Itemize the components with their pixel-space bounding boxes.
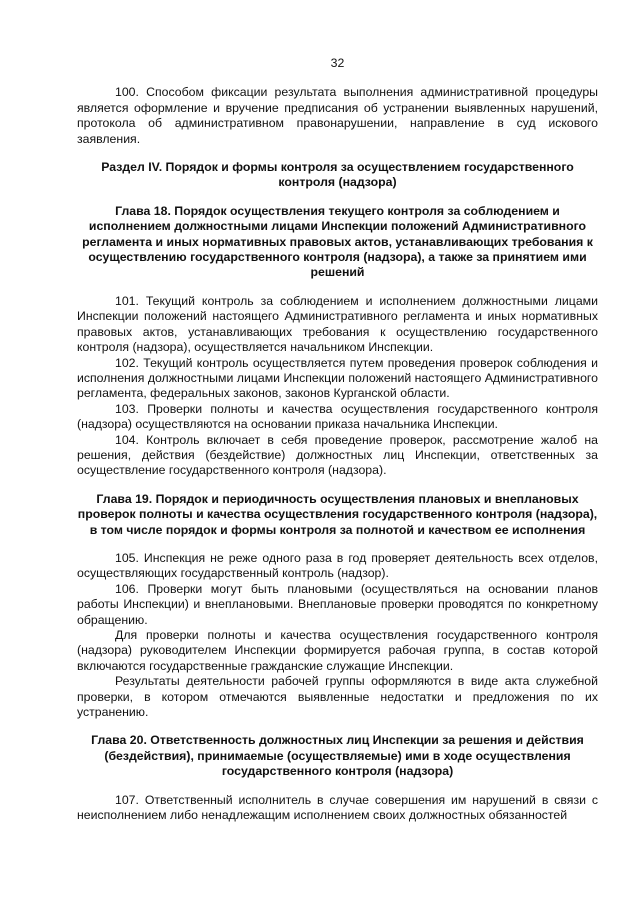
paragraph-103: 103. Проверки полноты и качества осуществления государственного контроля (надзора) осуществляются на основании приказа начальника Инспекции.	[77, 401, 598, 432]
paragraph-102: 102. Текущий контроль осуществляется путем проведения проверок соблюдения и исполнения должностными лицами Инспекции положений настоящего Административного регламента, федеральных законов, законов Курганской области.	[77, 355, 598, 401]
chapter-19-heading: Глава 19. Порядок и периодичность осуществления плановых и внеплановых проверок полноты и качества осуществления государственного контроля (надзора), в том числе порядок и формы контроля за полнотой и качеством ее исполнения	[77, 491, 598, 537]
paragraph-results: Результаты деятельности рабочей группы оформляются в виде акта служебной проверки, в котором отмечаются выявленные недостатки и предложения по их устранению.	[77, 674, 598, 720]
chapter-20-heading: Глава 20. Ответственность должностных лиц Инспекции за решения и действия (бездействия), принимаемые (осуществляемые) ими в ходе осуществления государственного контроля (надзора)	[91, 733, 584, 779]
page-number: 32	[330, 56, 345, 70]
chapter-18-heading: Глава 18. Порядок осуществления текущего контроля за соблюдением и исполнением должностными лицами Инспекции положений Административного регламента и иных нормативных правовых актов, устанавливающих требования к осуществлению государственного контроля (надзора), а также за принятием ими решений	[82, 203, 593, 280]
paragraph-100: 100. Способом фиксации результата выполнения административной процедуры является оформление и вручение предписания об устранении выявленных нарушений, протокола об административном правонарушении, направление в суд искового заявления.	[77, 85, 598, 146]
paragraph-105: 105. Инспекция не реже одного раза в год проверяет деятельность всех отделов, осуществляющих государственный контроль (надзор).	[77, 550, 598, 581]
paragraph-106: 106. Проверки могут быть плановыми (осуществляться на основании планов работы Инспекции) и внеплановыми. Внеплановые проверки проводятся по конкретному обращению.	[77, 581, 598, 627]
paragraph-104: 104. Контроль включает в себя проведение проверок, рассмотрение жалоб на решения, действия (бездействие) должностных лиц Инспекции, ответственных за осуществление государственного контроля (надзора).	[77, 432, 598, 478]
paragraph-101: 101. Текущий контроль за соблюдением и исполнением должностными лицами Инспекции положений настоящего Административного регламента и иных нормативных правовых актов, устанавливающих требования к осуществлению государственного контроля (надзора), осуществляется начальником Инспекции.	[77, 293, 598, 355]
section-iv-heading: Раздел IV. Порядок и формы контроля за осуществлением государственного контроля (надзора)	[101, 160, 574, 190]
paragraph-working-group: Для проверки полноты и качества осуществления государственного контроля (надзора) руководителем Инспекции формируется рабочая группа, в состав которой включаются государственные гражданские служащие Инспекции.	[77, 628, 598, 673]
paragraph-107: 107. Ответственный исполнитель в случае совершения им нарушений в связи с неисполнением либо ненадлежащим исполнением своих должностных обязанностей	[77, 792, 598, 823]
